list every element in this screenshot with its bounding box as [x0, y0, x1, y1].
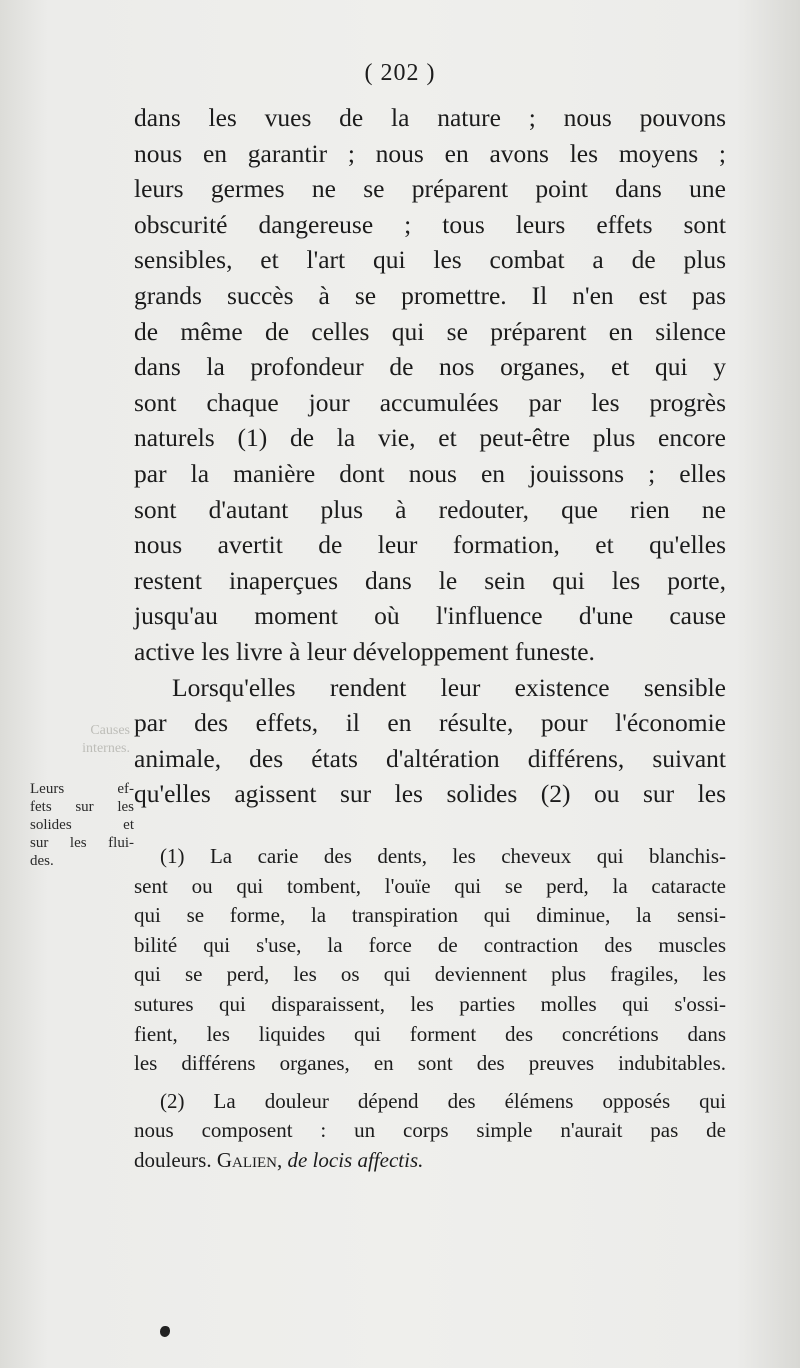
- footnote-1-line: les différens organes, en sont des preuves indubitables.: [134, 1051, 726, 1076]
- paragraph-start-line: Lorsqu'elles rendent leur existence sensible: [172, 672, 726, 702]
- text-line: sont d'autant plus à redouter, que rien ne: [134, 494, 726, 524]
- footnote-1-line: sutures qui disparaissent, les parties molles qui s'ossi-: [134, 991, 726, 1016]
- text-line: jusqu'au moment où l'influence d'une cause: [134, 601, 726, 631]
- footnote-2-author: Galien: [216, 1147, 277, 1172]
- footnote-1-line: fient, les liquides qui forment des concrétions dans: [134, 1021, 726, 1046]
- text-line: qu'elles agissent sur les solides (2) ou sur les: [134, 779, 726, 809]
- text-line: dans la profondeur de nos organes, et qui y: [134, 352, 726, 382]
- footnote-2-separator: ,: [276, 1147, 283, 1172]
- faint-note-line: internes.: [82, 741, 130, 756]
- footnote-2-last-line: [134, 1146, 726, 1176]
- footnote-gap: [134, 1079, 726, 1087]
- footnote-1-line: sent ou qui tombent, l'ouïe qui se perd, la cataracte: [134, 873, 726, 898]
- footnote-2-text: douleurs.: [134, 1147, 212, 1172]
- footnote-2-line: nous composent : un corps simple n'aurait pas de: [134, 1118, 726, 1143]
- page-number: ( 202 ): [364, 60, 436, 86]
- margin-note: [30, 780, 134, 870]
- text-line: obscurité dangereuse ; tous leurs effets sont: [134, 209, 726, 239]
- faint-margin-note: [30, 722, 130, 758]
- footnote-1-line: qui se forme, la transpiration qui diminue, la sensi-: [134, 903, 726, 928]
- text-line: grands succès à se promettre. Il n'en est pas: [134, 280, 726, 310]
- text-line: nous en garantir ; nous en avons les moyens ;: [134, 138, 726, 168]
- footnote-1-line: qui se perd, les os qui deviennent plus fragiles, les: [134, 962, 726, 987]
- footnote-2-line: (2) La douleur dépend des élémens opposés qui: [160, 1088, 726, 1113]
- footnote-1-line: (1) La carie des dents, les cheveux qui blanchis-: [160, 844, 726, 868]
- text-line: par la manière dont nous en jouissons ; elles: [134, 458, 726, 488]
- text-line: sensibles, et l'art qui les combat a de plus: [134, 245, 726, 275]
- text-line: sont chaque jour accumulées par les progrès: [134, 387, 726, 417]
- footnotes: [134, 842, 726, 1176]
- footnote-1-line: bilité qui s'use, la force de contraction des muscles: [134, 932, 726, 957]
- text-line: naturels (1) de la vie, et peut-être plus encore: [134, 423, 726, 453]
- footnote-2-work: de locis affectis.: [287, 1147, 424, 1172]
- text-line: active les livre à leur développement funeste.: [134, 636, 595, 666]
- text-line: dans les vues de la nature ; nous pouvons: [134, 103, 726, 132]
- main-text-block: [134, 100, 726, 812]
- text-line: restent inaperçues dans le sein qui les porte,: [134, 565, 726, 595]
- text-line: nous avertit de leur formation, et qu'elles: [134, 530, 726, 560]
- text-line: leurs germes ne se préparent point dans une: [134, 174, 726, 204]
- margin-note-line: fets sur les: [30, 799, 134, 815]
- margin-note-line: solides et: [30, 817, 134, 833]
- text-line: animale, des états d'altération différens, suivant: [134, 743, 726, 773]
- margin-note-line: sur les flui-: [30, 835, 134, 851]
- margin-note-line: des.: [30, 853, 54, 869]
- text-line: par des effets, il en résulte, pour l'économie: [134, 708, 726, 738]
- text-line: de même de celles qui se préparent en silence: [134, 316, 726, 346]
- margin-note-line: Leurs ef-: [30, 781, 134, 797]
- faint-note-line: Causes: [90, 723, 130, 738]
- ink-speck: [160, 1326, 170, 1337]
